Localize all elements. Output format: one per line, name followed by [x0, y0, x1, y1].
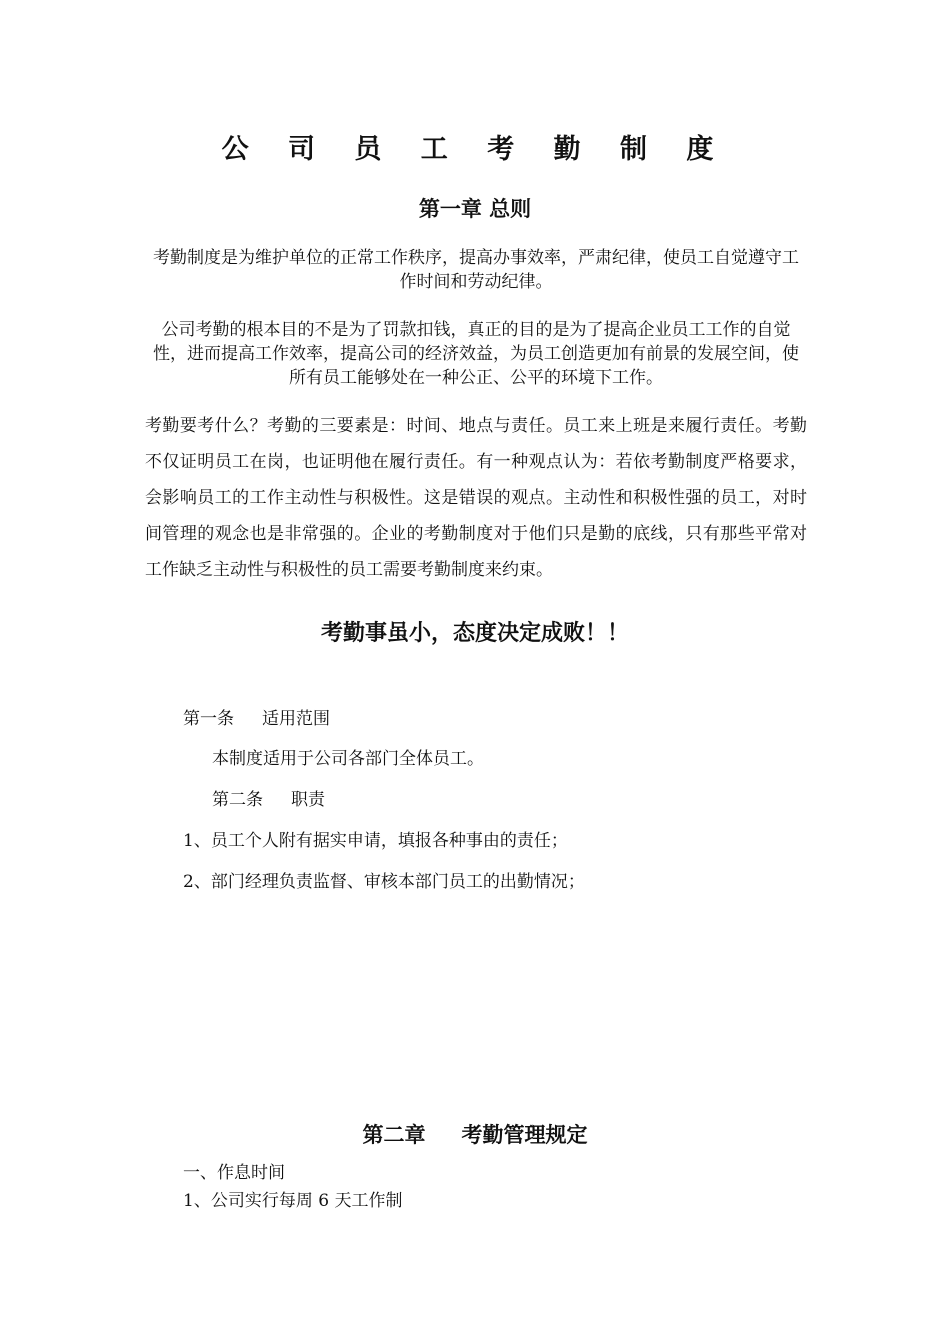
article-2-item: 1、员工个人附有据实申请，填报各种事由的责任； [183, 831, 568, 851]
article-2-title: 职责 [291, 790, 325, 810]
intro-paragraph-2: 公司考勤的根本目的不是为了罚款扣钱，真正的目的是为了提高企业员工工作的自觉性，进而提高工作效率，提高公司的经济效益，为员工创造更加有前景的发展空间，使所有员工能够处在一种公正、公平的环境下工作。 [153, 320, 799, 388]
article-2-number: 第二条 [212, 790, 263, 810]
body-paragraph: 考勤要考什么？考勤的三要素是：时间、地点与责任。员工来上班是来履行责任。考勤不仅证明员工在岗，也证明他在履行责任。有一种观点认为：若依考勤制度严格要求，会影响员工的工作主动性与积极性。这是错误的观点。主动性和积极性强的员工，对时间管理的观念也是非常强的。企业的考勤制度对于他们只是勤的底线，只有那些平常对工作缺乏主动性与积极性的员工需要考勤制度来约束。 [145, 416, 807, 580]
article-2-item: 2、部门经理负责监督、审核本部门员工的出勤情况； [183, 872, 585, 892]
chapter-2-title: 考勤管理规定 [461, 1122, 588, 1147]
section-heading: 一、作息时间 [183, 1163, 285, 1183]
chapter-2-heading [0, 1120, 950, 1150]
section-item: 1、公司实行每周 6 天工作制 [183, 1191, 403, 1211]
article-1-content: 本制度适用于公司各部门全体员工。 [212, 749, 484, 769]
article-1-number: 第一条 [183, 709, 234, 729]
slogan: 考勤事虽小，态度决定成败！！ [320, 620, 629, 646]
article-1-title: 适用范围 [262, 709, 330, 729]
intro-paragraph-1: 考勤制度是为维护单位的正常工作秩序，提高办事效率，严肃纪律，使员工自觉遵守工作时间和劳动纪律。 [153, 248, 799, 292]
chapter-1-heading: 第一章 总则 [418, 196, 532, 221]
document-title: 公 司 员 工 考 勤 制 度 [221, 134, 729, 165]
article-2-heading [212, 788, 325, 812]
article-1-heading [183, 707, 330, 731]
chapter-2-number: 第二章 [362, 1122, 426, 1147]
